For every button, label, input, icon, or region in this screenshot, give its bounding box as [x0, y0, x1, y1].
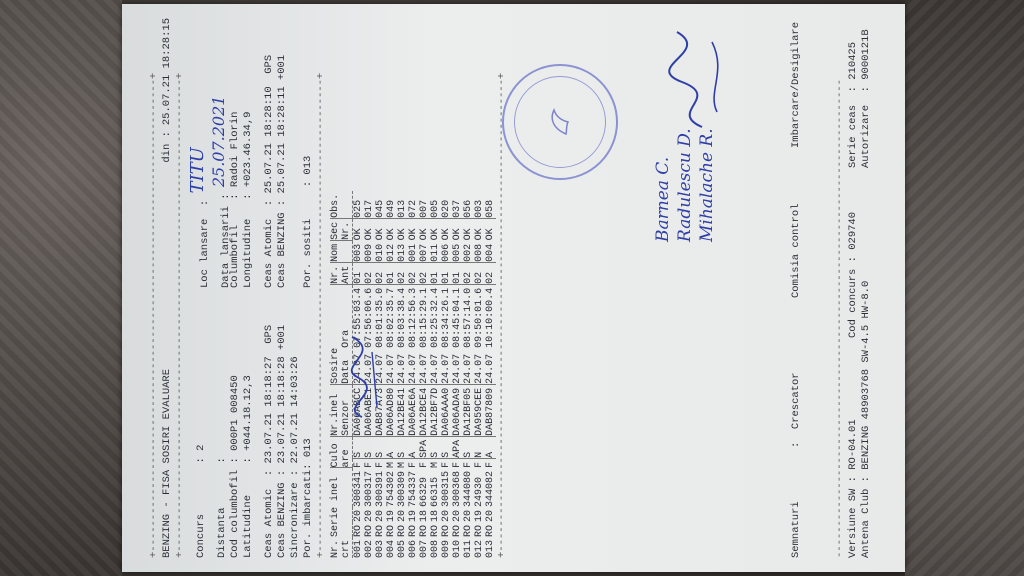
columbofil-value: : Radoi Florin [229, 111, 241, 200]
cell-sex: F [364, 461, 375, 468]
columbofil-label: Columbofil [229, 224, 241, 288]
cell-sex: M [430, 461, 441, 468]
cell-tara: RO [474, 524, 485, 537]
cell-tara: RO [408, 524, 419, 537]
cell-status: OK [408, 228, 419, 241]
cell-tara: RO [375, 524, 386, 537]
row-distanta [209, 18, 232, 558]
distanta-label: Distanta [216, 507, 228, 558]
longitudine-value: : +023.46.34,9 [242, 111, 254, 200]
th-nr-inel-senzor: Nr.inel Senzor [330, 384, 353, 436]
cell-an: 20 [485, 509, 496, 522]
cell-sosire: 24.07 08:03:38.4 [397, 284, 408, 384]
serie-ceas-value: : 210425 [847, 41, 859, 93]
footer-line-1 [847, 18, 860, 558]
cell-nr-ant: 02 [474, 262, 485, 284]
cell-nom: 005 [452, 240, 463, 262]
cell-nr-inel-senzor: DAB87A73 [375, 384, 386, 436]
cell-nom: 002 [463, 240, 474, 262]
cell-nr-inel-senzor: DA06AAA0 [441, 384, 452, 436]
table-row [485, 191, 496, 558]
row-lat [242, 18, 255, 558]
cell-nr-crt: 010 [452, 539, 463, 558]
cell-sex: F [408, 461, 419, 468]
cell-status: OK [452, 228, 463, 241]
latitudine-value: : +044.18.12,3 [242, 375, 254, 464]
cell-nr-ant: 02 [463, 262, 474, 284]
antena-club-label: Antena Club [860, 488, 872, 558]
cell-serie: 66315 [430, 476, 441, 507]
th-culoare: Culo are [330, 436, 353, 468]
por-imbarcati-label: Por. imbarcati: [302, 463, 314, 558]
cell-sex: F [419, 461, 430, 468]
cell-sec-nr: 007 [419, 191, 430, 219]
cell-nom: 003 [353, 240, 365, 262]
th-sec-nr: Sec Nr. [330, 218, 353, 240]
cell-nom: 008 [474, 240, 485, 262]
date-label: din : [161, 131, 173, 163]
cell-culoare: A [386, 436, 397, 458]
date-value: 25.07.21 18:28:15 [161, 18, 173, 126]
cell-an: 20 [463, 509, 474, 522]
cell-status: OK [474, 228, 485, 241]
cell-status: OK [430, 228, 441, 241]
table-row [408, 191, 419, 558]
cell-serie: 344080 [463, 470, 474, 507]
cell-an: 19 [408, 509, 419, 522]
signatures-row [790, 18, 803, 558]
carpet-background-left [0, 0, 122, 576]
por-sositi-label: Por. sositi [302, 218, 314, 288]
cell-culoare: S [353, 436, 365, 458]
cell-nr-crt: 002 [364, 539, 375, 558]
cell-tara: RO [386, 524, 397, 537]
cell-nr-inel-senzor: DA06ABCC [353, 384, 365, 436]
table-row [463, 191, 474, 558]
row-ceas-benzing [276, 18, 289, 558]
cell-nom: 009 [364, 240, 375, 262]
cell-sex: M [397, 461, 408, 468]
loc-lansare-handwritten: TITU [187, 147, 208, 194]
cell-sosire: 24.07 08:01:35.0 [375, 284, 386, 384]
handwritten-names-block [652, 128, 718, 242]
pigeon-emblem-icon [540, 102, 580, 142]
cell-status: OK [375, 228, 386, 241]
cell-nr-ant: 02 [408, 262, 419, 284]
cell-sex: F [375, 461, 386, 468]
cell-serie: 754302 [386, 470, 397, 507]
cell-sosire: 24.07 08:34:26.1 [441, 284, 452, 384]
cell-nom: 001 [408, 240, 419, 262]
cell-sosire: 24.07 08:12:56.3 [408, 284, 419, 384]
cell-sosire: 24.07 08:02:35.7 [386, 284, 397, 384]
cell-nom: 006 [441, 240, 452, 262]
cell-an: 18 [430, 509, 441, 522]
cell-sex: F [463, 461, 474, 468]
cell-nr-inel-senzor: DA12BCE4 [419, 384, 430, 436]
ceas-atomic-left-label: Ceas Atomic [263, 488, 275, 558]
cell-nr-inel-senzor: DA12BF7D [430, 384, 441, 436]
cell-serie: 24930 [474, 476, 485, 507]
semnaturi-label: Semnaturi [790, 501, 802, 558]
cell-nr-inel-senzor: DAB87809 [485, 384, 496, 436]
cell-serie: 754337 [408, 470, 419, 507]
cell-an: 20 [441, 509, 452, 522]
cell-culoare: SPA [419, 436, 430, 458]
cell-nr-ant: 02 [397, 262, 408, 284]
cell-sec-nr: 005 [430, 191, 441, 219]
cell-culoare: APA [452, 436, 463, 458]
cell-an: 20 [452, 509, 463, 522]
cell-nr-crt: 011 [463, 539, 474, 558]
table-bottom-rule: +---------------------------------------------------------------------------+ [496, 72, 508, 558]
cell-an: 18 [419, 509, 430, 522]
ceas-benzing-left-value: : 23.07.21 18:18:28 +001 [276, 324, 288, 477]
loc-lansare-value: : [199, 199, 211, 207]
antena-club-value: : BENZING 48903768 SW-4.5 HW-8.0 [860, 280, 872, 483]
ceas-benzing-left-label: Ceas BENZING [276, 482, 288, 558]
cell-nr-ant: 02 [364, 262, 375, 284]
cell-nr-ant: 01 [353, 262, 365, 284]
imbarcare-desigilare-label: Imbarcare/Desigilare [790, 21, 802, 148]
cell-tara: RO [485, 524, 496, 537]
cell-tara: RO [441, 524, 452, 537]
cell-status: OK [386, 228, 397, 241]
table-row [452, 191, 463, 558]
cell-sex: F [441, 461, 452, 468]
cell-serie: 300315 [441, 470, 452, 507]
cell-nr-crt: 006 [408, 539, 419, 558]
cell-sec-nr: 049 [386, 191, 397, 219]
versiune-sw-value: : RO-04.01 [847, 419, 859, 483]
cell-sosire: 24.07 08:15:29.1 [419, 284, 430, 384]
cell-nom: 004 [485, 240, 496, 262]
cell-nr-ant: 02 [419, 262, 430, 284]
cell-nr-ant: 01 [386, 262, 397, 284]
cell-serie: 300391 [375, 470, 386, 507]
footer-rule: ---------------------------------------------------------------------------- [834, 79, 846, 558]
cell-nom: 011 [430, 240, 441, 262]
cell-sosire: 24.07 08:57:14.0 [463, 284, 474, 384]
cell-sosire: 24.07 08:45:04.1 [452, 284, 463, 384]
cell-nr-inel-senzor: DA959CEE [474, 384, 485, 436]
cod-columbofil-value: : 000P1 008450 [229, 375, 241, 464]
th-serie-inel: Serie inel [330, 468, 353, 537]
cell-culoare: S [397, 436, 408, 458]
cell-status: OK [441, 228, 452, 241]
cell-sec-nr: 037 [452, 191, 463, 219]
th-nr-crt: Nr. crt [330, 537, 353, 558]
cell-sex: F [485, 461, 496, 468]
cell-sec-nr: 003 [474, 191, 485, 219]
cell-nr-inel-senzor: DA12BE41 [397, 384, 408, 436]
cod-concurs-value: : 029740 [847, 211, 859, 263]
cell-nr-crt: 009 [441, 539, 452, 558]
cell-nr-crt: 007 [419, 539, 430, 558]
cell-sex: F [452, 461, 463, 468]
th-sosire: Sosire Data Ora [330, 284, 353, 384]
latitudine-label: Latitudine [242, 494, 254, 558]
cod-concurs-label: Cod concurs [847, 268, 859, 338]
autorizare-value: : 9000121B [860, 29, 872, 93]
cell-nom: 013 [397, 240, 408, 262]
cell-status: OK [419, 228, 430, 241]
cell-sec-nr: 045 [375, 191, 386, 219]
cell-sex: F [474, 461, 485, 468]
cell-nr-inel-senzor: DA06ABE1 [364, 384, 375, 436]
cell-nom: 010 [375, 240, 386, 262]
longitudine-label: Longitudine [242, 218, 254, 288]
cell-culoare: S [364, 436, 375, 458]
handwritten-name-1: Barnea C. [653, 156, 673, 242]
cell-nr-crt: 005 [397, 539, 408, 558]
cell-nom: 012 [386, 240, 397, 262]
cell-sosire: 24.07 07:56:06.6 [364, 284, 375, 384]
cell-tara: RO [364, 524, 375, 537]
document-title: BENZING - FISA SOSIRI EVALUARE [161, 368, 173, 558]
cell-sec-nr: 013 [397, 191, 408, 219]
table-top-rule: +---------------------------------------------------------------------------+ [315, 72, 327, 558]
cell-tara: RO [452, 524, 463, 537]
cell-status: OK [463, 228, 474, 241]
cell-serie: 344082 [485, 470, 496, 507]
cell-an: 19 [386, 509, 397, 522]
ceas-atomic-right-label: Ceas Atomic [263, 218, 275, 288]
th-nr-ant: Nr. Ant [330, 262, 353, 284]
row-porumbei [302, 18, 315, 558]
table-row [419, 191, 430, 558]
sincronizare-label: Sincronizare [289, 482, 301, 558]
cell-sec-nr: 025 [353, 191, 365, 219]
handwritten-name-2: Radulescu D. [675, 128, 695, 242]
data-lansarii-value: : [220, 193, 232, 200]
ceas-benzing-right-label: Ceas BENZING [276, 212, 288, 288]
cell-an: 20 [353, 509, 364, 522]
header-line [161, 18, 174, 558]
cell-nr-inel-senzor: DA06AE6A [408, 384, 419, 436]
cell-an: 20 [364, 509, 375, 522]
cod-columbofil-label: Cod columbofil [229, 469, 241, 558]
autorizare-label: Autorizare [860, 104, 872, 168]
top-rule: +---------------------------------------------------------------------------+ [148, 72, 160, 558]
row-ceas-atomic [263, 18, 276, 558]
cell-status: OK [397, 228, 408, 241]
cell-nr-ant: 02 [485, 262, 496, 284]
table-row [441, 191, 452, 558]
cell-nr-ant: 01 [452, 262, 463, 284]
cell-sec-nr: 017 [364, 191, 375, 219]
data-lansarii-handwritten: 25.07.2021 [209, 95, 228, 188]
table-row [430, 191, 441, 558]
por-sositi-value: : 013 [302, 155, 314, 188]
row-concurs [187, 18, 211, 558]
ceas-atomic-right-value: : 25.07.21 18:28:10 GPS [263, 54, 275, 207]
cell-sosire: 24.07 09:50:01.6 [474, 284, 485, 384]
handwritten-name-3: Mihalache R. [697, 128, 717, 242]
comisia-control-label: Comisia control [790, 203, 802, 298]
cell-serie: 300368 [452, 470, 463, 507]
cell-sex: F [353, 461, 364, 468]
document-rotated [122, 4, 905, 572]
cell-nr-ant: 01 [430, 262, 441, 284]
cell-nr-ant: 01 [441, 262, 452, 284]
cell-culoare: A [408, 436, 419, 458]
paper-sheet [122, 4, 905, 572]
cell-status: OK [353, 228, 364, 241]
cell-serie: 300309 [397, 470, 408, 507]
cell-status: OK [485, 228, 496, 241]
cell-nr-inel-senzor: DA06ADA9 [452, 384, 463, 436]
cell-an: 19 [474, 509, 485, 522]
comisia-signature-scribble [662, 22, 732, 132]
club-round-stamp [502, 64, 618, 180]
por-imbarcati-value: 013 [302, 438, 314, 458]
cell-culoare: S [441, 436, 452, 458]
header-rule: +---------------------------------------------------------------------------+ [174, 72, 186, 558]
cell-nr-crt: 001 [353, 539, 364, 558]
footer-line-2 [860, 18, 873, 558]
serie-ceas-label: Serie ceas [847, 104, 859, 168]
cell-culoare: A [485, 436, 496, 458]
th-obs: Obs. [330, 191, 353, 219]
cell-culoare: S [430, 436, 441, 458]
crescator-label: : Crescator [790, 372, 802, 448]
ceas-atomic-left-value: : 23.07.21 18:18:27 GPS [263, 324, 275, 477]
cell-nr-crt: 003 [375, 539, 386, 558]
loc-lansare-label: Loc lansare [199, 218, 211, 288]
cell-sec-nr: 056 [463, 191, 474, 219]
cell-nr-crt: 008 [430, 539, 441, 558]
cell-sec-nr: 072 [408, 191, 419, 219]
cell-sosire: 24.07 08:25:32.4 [430, 284, 441, 384]
cell-nr-crt: 012 [474, 539, 485, 558]
cell-tara: RO [397, 524, 408, 537]
cell-an: 20 [375, 509, 386, 522]
cell-tara: RO [353, 524, 364, 537]
cell-tara: RO [463, 524, 474, 537]
concurs-value: : 2 [195, 444, 207, 464]
cell-serie: 66329 [419, 476, 430, 507]
cell-status: OK [364, 228, 375, 241]
data-lansarii-label: Data lansarii [220, 206, 232, 288]
table-row [474, 191, 485, 558]
cell-sec-nr: 058 [485, 191, 496, 219]
crescator-signature-scribble [332, 332, 392, 422]
cell-sosire: 24.07 07:55:03.4 [353, 284, 365, 384]
cell-sec-nr: 020 [441, 191, 452, 219]
carpet-background-right [905, 0, 1024, 576]
cell-sosire: 24.07 10:10:00.4 [485, 284, 496, 384]
cell-sex: M [386, 461, 397, 468]
cell-culoare: N [474, 436, 485, 458]
th-nom: Nom [330, 240, 353, 262]
cell-serie: 300317 [364, 470, 375, 507]
versiune-sw-label: Versiune SW [847, 488, 859, 558]
cell-serie: 300341 [353, 470, 364, 507]
cell-tara: RO [419, 524, 430, 537]
distanta-value: : [216, 457, 228, 464]
cell-nom: 007 [419, 240, 430, 262]
document-body [148, 18, 509, 558]
cell-nr-ant: 02 [375, 262, 386, 284]
row-sincronizare [289, 18, 302, 558]
cell-nr-inel-senzor: DA12BF05 [463, 384, 474, 436]
cell-culoare: S [375, 436, 386, 458]
cell-an: 20 [397, 509, 408, 522]
cell-nr-inel-senzor: DA06AD80 [386, 384, 397, 436]
table-row [397, 191, 408, 558]
row-cod [229, 18, 242, 558]
ceas-benzing-right-value: : 25.07.21 18:28:11 +001 [276, 54, 288, 207]
cell-tara: RO [430, 524, 441, 537]
cell-nr-crt: 013 [485, 539, 496, 558]
concurs-label: Concurs [195, 513, 207, 558]
cell-nr-crt: 004 [386, 539, 397, 558]
footer-info [834, 18, 873, 558]
cell-culoare: S [463, 436, 474, 458]
sincronizare-value: : 22.07.21 14:03:26 [289, 356, 301, 477]
